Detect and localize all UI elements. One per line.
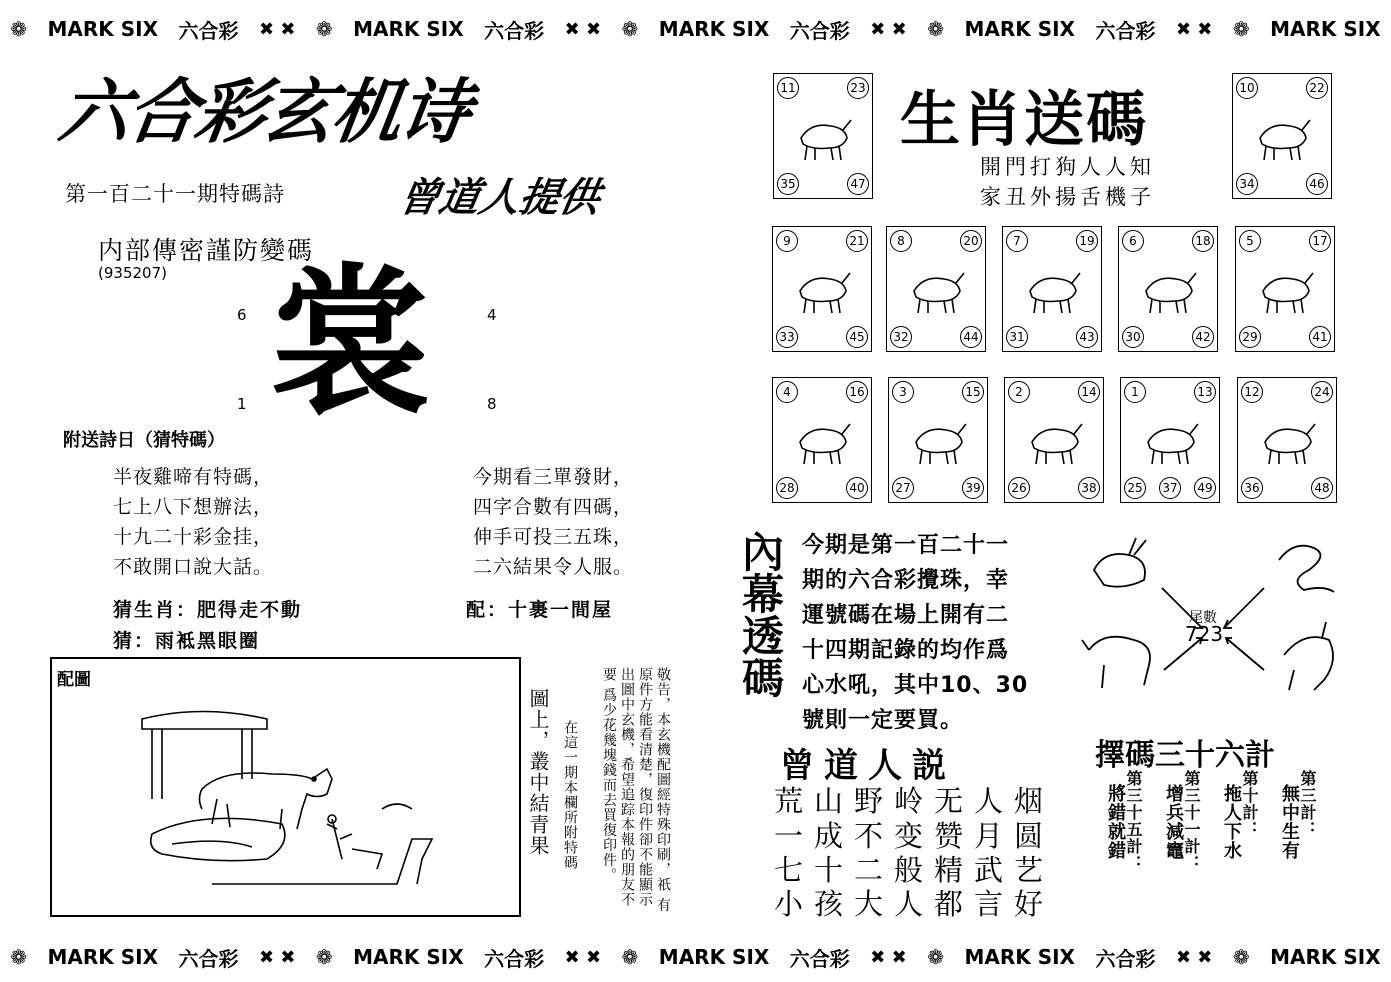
- zodiac-card-rabbit: [772, 226, 872, 352]
- zodiac-number: 34: [1236, 173, 1258, 195]
- banner-flower-icon: ❁: [927, 945, 944, 969]
- plan-column: [1222, 770, 1258, 930]
- plan-title: 擇碼三十六計: [1095, 738, 1275, 773]
- banner-mark: MARK SIX: [1270, 17, 1381, 41]
- inner-line: 運號碼在場上開有二: [802, 603, 1010, 628]
- zeng-line: 一成不变赞月圆: [774, 819, 1055, 853]
- secret-label: 内部傳密謹防變碼: [98, 236, 315, 265]
- picture-box: [50, 657, 521, 917]
- zodiac-number: 38: [1078, 477, 1100, 499]
- banner-cn: 六合彩: [178, 18, 239, 43]
- rabbit-icon: [792, 257, 852, 317]
- banner-cross-icon: ✖ ✖: [258, 18, 296, 40]
- poem-line: 半夜雞啼有特碼，: [113, 466, 274, 488]
- code-label: (935207): [98, 264, 167, 282]
- inner-line: 心水吼，其中10、30: [802, 673, 1029, 698]
- banner-cn: 六合彩: [178, 946, 239, 971]
- poem-line: 今期看三單發財，: [473, 466, 634, 488]
- plan-head: 第三十一計：: [1182, 770, 1201, 872]
- zodiac-number: 16: [846, 381, 868, 403]
- banner-cn: 六合彩: [789, 18, 850, 43]
- zodiac-number: 30: [1122, 326, 1144, 348]
- zodiac-number: 4: [776, 381, 798, 403]
- zodiac-card-dog: [1004, 377, 1104, 503]
- goat-icon: [1255, 257, 1315, 317]
- banner-mark: MARK SIX: [658, 17, 770, 41]
- inner-line: 今期是第一百二十一: [802, 533, 1010, 558]
- banner-cn: 六合彩: [789, 946, 850, 971]
- banner-cn: 六合彩: [1095, 946, 1156, 971]
- zodiac-number: 26: [1008, 477, 1030, 499]
- zodiac-card-monkey: [772, 377, 872, 503]
- banner-mark: MARK SIX: [47, 945, 158, 969]
- zeng-title: 曾道人説: [780, 746, 956, 786]
- banner-flower-icon: ❁: [621, 945, 639, 969]
- provider-label: 曾道人提供: [395, 175, 604, 221]
- zodiac-number: 10: [1236, 77, 1258, 99]
- zodiac-card-ox: [773, 73, 873, 199]
- tail-label: 尾數: [1189, 610, 1217, 626]
- zodiac-number: 49: [1194, 477, 1216, 499]
- poem-line: 七上八下想辦法，: [113, 496, 274, 518]
- banner-mark: MARK SIX: [1270, 945, 1381, 969]
- issue-label: 第一百二十一期特碼詩: [65, 182, 285, 206]
- inner-line: 號則一定要買。: [802, 708, 964, 733]
- riddle-number-bl: 1: [237, 395, 247, 413]
- poem-line: 四字合數有四碼，: [473, 496, 634, 518]
- banner-mark: MARK SIX: [353, 17, 464, 41]
- picture-label: 配圖: [57, 670, 91, 690]
- banner-flower-icon: ❁: [927, 17, 944, 41]
- poem-line: 不敢開口說大話。: [113, 556, 274, 578]
- zodiac-card-rooster: [888, 377, 988, 503]
- poem-line: 伸手可投三五珠，: [473, 526, 634, 548]
- poem-left: [113, 462, 273, 582]
- plan-column: [1164, 770, 1200, 930]
- zodiac-number: 5: [1239, 230, 1261, 252]
- poem-line: 二六結果令人服。: [473, 556, 634, 578]
- zodiac-subtitle: [980, 152, 1155, 212]
- plan-body: 將錯就錯: [1105, 784, 1126, 860]
- notice-line: 爲少花幾塊錢而去買復印件。: [601, 687, 617, 883]
- bottom-banner: [0, 942, 1391, 972]
- riddle-number-br: 8: [487, 395, 497, 413]
- zeng-line: 荒山野岭无人烟: [774, 784, 1055, 818]
- zodiac-number: 29: [1239, 326, 1261, 348]
- notice-line: 敬告，本玄機配圖經特殊印刷，祇: [655, 667, 671, 892]
- rooster-icon: [908, 408, 968, 468]
- zodiac-number: 47: [847, 173, 869, 195]
- horse-icon: [1138, 257, 1198, 317]
- banner-flower-icon: ❁: [315, 945, 333, 969]
- zodiac-number: 39: [962, 477, 984, 499]
- ox-icon: [793, 104, 853, 164]
- zodiac-number: 12: [1241, 381, 1263, 403]
- tiger-icon: [1252, 104, 1312, 164]
- monkey-icon: [792, 408, 852, 468]
- zodiac-number: 18: [1192, 230, 1214, 252]
- zodiac-number: 19: [1076, 230, 1098, 252]
- inner-text: [802, 528, 1062, 738]
- poem-right: [473, 462, 633, 582]
- zodiac-number: 45: [846, 326, 868, 348]
- zodiac-title: 生肖送碼: [900, 85, 1148, 155]
- dog-icon: [1024, 408, 1084, 468]
- zodiac-number: 2: [1008, 381, 1030, 403]
- banner-flower-icon: ❁: [315, 17, 333, 41]
- banner-flower-icon: ❁: [1232, 17, 1250, 41]
- rat-icon: [1257, 408, 1317, 468]
- plan-column: [1106, 770, 1142, 930]
- picture-caption-a: 圖上，叢中結青果: [526, 688, 550, 856]
- ox-scene-illustration: [52, 659, 519, 915]
- dragon-icon: [906, 257, 966, 317]
- plan-head: 第三十五計：: [1124, 770, 1143, 872]
- banner-cross-icon: ✖ ✖: [870, 18, 907, 40]
- banner-flower-icon: ❁: [621, 17, 639, 41]
- zodiac-number: 13: [1194, 381, 1216, 403]
- zodiac-subtitle-line: 開門打狗人人知: [980, 155, 1155, 179]
- zodiac-number: 15: [962, 381, 984, 403]
- zodiac-card-pig: [1120, 377, 1220, 503]
- notice-line: 有原件方能看清楚，復印件卻不能顯示: [637, 667, 671, 913]
- zodiac-number: 7: [1006, 230, 1028, 252]
- top-banner: [0, 14, 1391, 44]
- notice-line: 出圖中玄機，希望追踪本報的朋友不要: [601, 667, 635, 907]
- banner-mark: MARK SIX: [964, 945, 1075, 969]
- plan-head: 第十計：: [1240, 770, 1259, 838]
- zodiac-number: 35: [777, 173, 799, 195]
- banner-cross-icon: ✖ ✖: [564, 18, 602, 40]
- zodiac-number: 9: [776, 230, 798, 252]
- poem-heading: 附送詩日（猜特碼）: [63, 430, 225, 451]
- zeng-line: 七十二般精武艺: [774, 853, 1055, 887]
- banner-mark: MARK SIX: [964, 17, 1075, 41]
- zodiac-number: 31: [1006, 326, 1028, 348]
- zodiac-number: 27: [892, 477, 914, 499]
- tail-value: 723: [1184, 622, 1224, 646]
- zodiac-number: 28: [776, 477, 798, 499]
- guess-zodiac: 猜生肖：肥得走不動: [113, 599, 303, 621]
- banner-cross-icon: ✖ ✖: [870, 946, 907, 968]
- banner-cross-icon: ✖ ✖: [1175, 946, 1213, 968]
- snake-icon: [1022, 257, 1082, 317]
- zodiac-number: 44: [960, 326, 982, 348]
- zodiac-card-goat: [1235, 226, 1335, 352]
- guess-match: 配：十裹一間屋: [466, 599, 614, 621]
- riddle-number-tl: 6: [237, 306, 247, 324]
- zodiac-number: 23: [847, 77, 869, 99]
- zeng-line: 小孩大人都言好: [774, 887, 1055, 921]
- page-title: 六合彩玄机诗: [54, 71, 474, 153]
- poem-line: 十九二十彩金挂，: [113, 526, 274, 548]
- banner-cn: 六合彩: [484, 18, 545, 43]
- zodiac-number: 46: [1306, 173, 1328, 195]
- zodiac-number: 25: [1124, 477, 1146, 499]
- zodiac-number: 33: [776, 326, 798, 348]
- plan-body: 增兵減竈: [1163, 784, 1184, 860]
- banner-flower-icon: ❁: [1232, 945, 1250, 969]
- banner-flower-icon: ❁: [10, 945, 27, 969]
- banner-cross-icon: ✖ ✖: [564, 946, 602, 968]
- picture-caption-b: 在這一期本欄所附特碼: [562, 720, 578, 870]
- zodiac-card-tiger: [1232, 73, 1332, 199]
- zodiac-number: 24: [1311, 381, 1333, 403]
- plan-head: 第三計：: [1298, 770, 1317, 838]
- banner-mark: MARK SIX: [47, 17, 158, 41]
- zodiac-number: 37: [1159, 477, 1181, 499]
- zodiac-number: 11: [777, 77, 799, 99]
- riddle-number-tr: 4: [487, 306, 497, 324]
- banner-cross-icon: ✖ ✖: [258, 946, 296, 968]
- banner-mark: MARK SIX: [658, 945, 770, 969]
- zodiac-card-snake: [1002, 226, 1102, 352]
- zodiac-subtitle-line: 家丑外揚舌機子: [980, 185, 1155, 209]
- inner-line: 十四期記錄的均作爲: [802, 638, 1010, 663]
- zodiac-card-dragon: [886, 226, 986, 352]
- zodiac-number: 3: [892, 381, 914, 403]
- inner-line: 期的六合彩攪珠，幸: [802, 568, 1010, 593]
- zodiac-number: 14: [1078, 381, 1100, 403]
- banner-flower-icon: ❁: [10, 17, 27, 41]
- pig-icon: [1140, 408, 1200, 468]
- zodiac-number: 32: [890, 326, 912, 348]
- plan-column: [1280, 770, 1316, 930]
- riddle-character: 裳: [270, 248, 431, 436]
- notice-text: [600, 667, 672, 917]
- zodiac-number: 48: [1311, 477, 1333, 499]
- plan-body: 無中生有: [1279, 784, 1300, 860]
- zodiac-number: 40: [846, 477, 868, 499]
- zodiac-number: 36: [1241, 477, 1263, 499]
- zodiac-number: 43: [1076, 326, 1098, 348]
- zodiac-number: 20: [960, 230, 982, 252]
- banner-cn: 六合彩: [1095, 18, 1156, 43]
- banner-cn: 六合彩: [484, 946, 545, 971]
- zodiac-card-horse: [1118, 226, 1218, 352]
- zodiac-number: 41: [1309, 326, 1331, 348]
- inner-title: 內幕透碼: [736, 530, 785, 698]
- banner-cross-icon: ✖ ✖: [1175, 18, 1213, 40]
- zodiac-number: 42: [1192, 326, 1214, 348]
- plan-body: 拖人下水: [1221, 784, 1242, 860]
- zodiac-number: 1: [1124, 381, 1146, 403]
- zodiac-number: 22: [1306, 77, 1328, 99]
- guess-extra: 猜：雨袛黑眼圈: [113, 630, 261, 652]
- banner-mark: MARK SIX: [353, 945, 464, 969]
- zodiac-number: 21: [846, 230, 868, 252]
- zodiac-number: 8: [890, 230, 912, 252]
- zodiac-number: 6: [1122, 230, 1144, 252]
- zodiac-card-rat: [1237, 377, 1337, 503]
- zodiac-number: 17: [1309, 230, 1331, 252]
